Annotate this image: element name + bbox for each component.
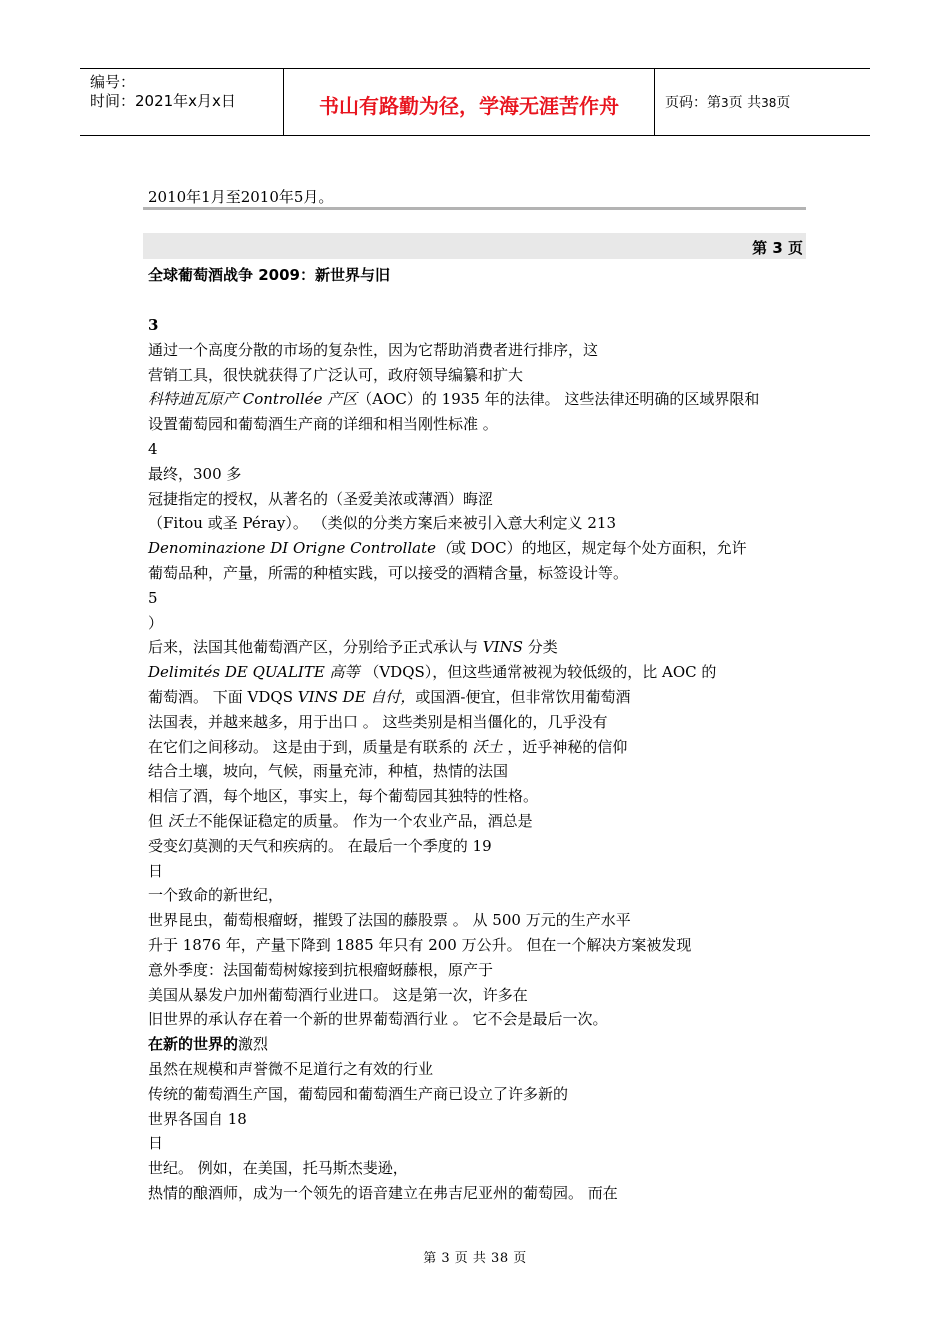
body-line: 设置葡萄园和葡萄酒生产商的详细和相当刚性标准 。 xyxy=(148,415,498,434)
body-line xyxy=(148,635,813,660)
document-body xyxy=(148,313,813,1206)
page-bar xyxy=(143,233,806,259)
body-line xyxy=(148,536,813,561)
document-title: 全球葡萄酒战争 2009：新世界与旧 xyxy=(148,266,390,284)
body-line: 一个致命的新世纪， xyxy=(148,886,284,905)
body-text: 在它们之间移动。 这是由于到，质量是有联系的 xyxy=(148,737,473,756)
body-text: （AOC）的 1935 年的法律。 这些法律还明确的区域界限和 xyxy=(357,390,760,409)
page-header xyxy=(80,68,870,136)
section-heading xyxy=(148,1032,813,1057)
heading-bold: 在新的世界的 xyxy=(148,1035,239,1054)
body-text: 分类 xyxy=(522,638,558,657)
body-text: 或国酒-便宜，但非常饮用葡萄酒 xyxy=(415,687,631,706)
note-marker: 3 xyxy=(148,316,159,334)
body-line: 营销工具，很快就获得了广泛认可，政府领导编纂和扩大 xyxy=(148,365,524,384)
dateline: 2010年1月至2010年5月。 xyxy=(148,188,334,206)
body-line xyxy=(148,809,813,834)
page-mid: 页 共 xyxy=(728,95,762,111)
body-line xyxy=(148,660,813,685)
number-label: 编号： xyxy=(90,73,136,91)
page-total: 38 xyxy=(761,96,777,110)
italic-term: 科特迪瓦原产 Controllée 产区 xyxy=(148,390,358,409)
body-line xyxy=(148,685,813,710)
body-line: 意外季度：法国葡萄树嫁接到抗根瘤蚜藤根，原产于 xyxy=(148,960,494,979)
page-number: 3 xyxy=(721,96,729,110)
body-line: 结合土壤，坡向，气候，雨量充沛，种植，热情的法国 xyxy=(148,762,509,781)
body-line: 受变幻莫测的天气和疾病的。 在最后一个季度的 19 xyxy=(148,836,492,855)
body-line: 世纪。 例如，在美国，托马斯杰斐逊， xyxy=(148,1159,408,1178)
body-line: 相信了酒，每个地区，事实上，每个葡萄园其独特的性格。 xyxy=(148,787,539,806)
body-line: （Fitou 或圣 Péray）。 （类似的分类方案后来被引入意大利定义 213 xyxy=(148,514,617,533)
body-line: 世界昆虫，葡萄根瘤蚜，摧毁了法国的藤股票 。 从 500 万元的生产水平 xyxy=(148,911,631,930)
body-line: 旧世界的承认存在着一个新的世界葡萄酒行业 。 它不会是最后一次。 xyxy=(148,1010,608,1029)
divider xyxy=(143,207,806,210)
body-line: 葡萄品种，产量，所需的种植实践，可以接受的酒精含量，标签设计等。 xyxy=(148,563,629,582)
body-line: 美国从暴发户加州葡萄酒行业进口。 这是第一次，许多在 xyxy=(148,985,528,1004)
body-line: ） xyxy=(148,613,164,632)
body-line: 日 xyxy=(148,861,164,880)
body-line: 通过一个高度分散的市场的复杂性，因为它帮助消费者进行排序，这 xyxy=(148,340,599,359)
note-marker: 5 xyxy=(148,588,158,607)
body-line: 升于 1876 年，产量下降到 1885 年只有 200 万公升。 但在一个解决方案被发现 xyxy=(148,935,692,954)
body-line: 传统的葡萄酒生产国，葡萄园和葡萄酒生产商已设立了许多新的 xyxy=(148,1084,569,1103)
body-text: 不能保证稳定的质量。 作为一个农业产品，酒总是 xyxy=(197,811,533,830)
body-line: 最终，300 多 xyxy=(148,464,242,483)
body-line xyxy=(148,387,813,412)
note-marker: 4 xyxy=(148,439,158,458)
body-line: 法国表，并越来越多，用于出口 。 这些类别是相当僵化的，几乎没有 xyxy=(148,712,608,731)
italic-term: 沃土 xyxy=(472,737,503,756)
italic-term: 沃土 xyxy=(167,811,198,830)
body-text: ，近乎神秘的信仰 xyxy=(502,737,628,756)
body-text: （VDQS），但这些通常被视为较低级的，比 AOC 的 xyxy=(359,663,717,682)
italic-term: VINS DE 自付， xyxy=(297,687,416,706)
italic-term: VINS xyxy=(482,638,523,657)
body-line: 世界各国自 18 xyxy=(148,1109,247,1128)
page-prefix: 页码：第 xyxy=(665,95,721,111)
body-line: 虽然在规模和声誉微不足道行之有效的行业 xyxy=(148,1059,434,1078)
body-text: 但 xyxy=(148,811,168,830)
body-line: 热情的酿酒师，成为一个领先的语音建立在弗吉尼亚州的葡萄园。 而在 xyxy=(148,1183,618,1202)
time-label: 时间：2021年x月x日 xyxy=(90,92,236,110)
body-line xyxy=(148,735,813,760)
italic-term: Delimités DE QUALITE 高等 xyxy=(148,663,360,682)
body-line: 冠捷指定的授权，从著名的（圣爱美浓或薄酒）晦涩 xyxy=(148,489,494,508)
page-suffix: 页 xyxy=(776,95,791,111)
body-text: 后来，法国其他葡萄酒产区，分别给予正式承认与 xyxy=(148,638,483,657)
header-meta xyxy=(80,69,283,135)
header-page-info xyxy=(655,69,870,135)
heading-rest: 激烈 xyxy=(238,1035,269,1054)
page-footer: 第 3 页 共 38 页 xyxy=(423,1251,527,1266)
body-line: 日 xyxy=(148,1134,164,1153)
page-bar-label: 第 3 页 xyxy=(752,239,803,257)
italic-term: Denominazione DI Origne Controllate（ xyxy=(148,539,451,558)
header-motto: 书山有路勤为径，学海无涯苦作舟 xyxy=(283,69,655,135)
body-text: 或 DOC）的地区，规定每个处方面积，允许 xyxy=(451,539,747,558)
body-text: 葡萄酒。 下面 VDQS xyxy=(148,687,298,706)
